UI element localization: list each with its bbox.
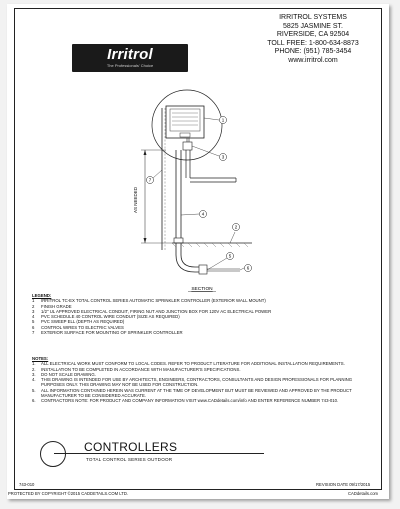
company-website[interactable]: www.irritrol.com: [288, 56, 338, 64]
legend-item: 7 EXTERIOR SURFACE FOR MOUNTING OF SPRINKLER CONTROLLER: [32, 330, 183, 336]
note-item: 6. CONTRACTORS NOTE: FOR PRODUCT AND COMPANY INFORMATION VISIT www.CADdetails.com/info AND ENTER REFERENCE NUMBER 743-010.: [32, 398, 339, 404]
drawing-title: CONTROLLERS: [84, 440, 178, 454]
legend-item: 6 CONTROL WIRES TO ELECTRIC VALVES: [32, 324, 124, 330]
revision-date: REVISION DATE 09/17/2015: [316, 482, 371, 487]
logo-tagline: The Professionals' Choice: [106, 63, 154, 68]
notes-header: NOTES:: [32, 356, 49, 361]
legend-header: LEGEND:: [32, 293, 52, 298]
sweep-ell: [176, 255, 200, 272]
note-item: 3. DO NOT SCALE DRAWING.: [32, 371, 96, 377]
company-name: IRRITROL SYSTEMS: [279, 14, 347, 21]
copyright-notice: PROTECTED BY COPYRIGHT ©2015 CADDETAILS.COM LTD.: [8, 491, 129, 496]
legend-item: 2 FINISH GRADE: [32, 303, 72, 309]
note-item: 5. ALL INFORMATION CONTAINED HEREIN WAS CURRENT AT THE TIME OF DEVELOPMENT BUT MUST BE REVIEWED AND APPROVED BY THE PRODUCT MANUFACTURER TO BE CONSIDERED ACCURATE.: [32, 387, 352, 399]
company-street: 5825 JASMINE ST.: [283, 22, 343, 30]
company-tollfree: TOLL FREE: 1-800-634-8873: [267, 39, 359, 47]
legend: [32, 293, 372, 335]
legend-item: 1 IRRITROL TC-EX TOTAL CONTROL SERIES AUTOMATIC SPRINKLER CONTROLLER (EXTERIOR WALL MOUNT): [32, 298, 266, 304]
callout-3: 3: [221, 154, 225, 160]
logo-brand: Irritrol: [107, 46, 153, 63]
company-city: RIVERSIDE, CA 92504: [276, 31, 350, 39]
note-item: 1. ALL ELECTRICAL WORK MUST CONFORM TO LOCAL CODES. REFER TO PRODUCT LITERATURE FOR ADDITIONAL INSTALLATION REQUIREMENTS.: [32, 361, 345, 367]
note-item: 4. THIS DRAWING IS INTENDED FOR USE BY ARCHITECTS, ENGINEERS, CONTRACTORS, CONSULTANTS AND DESIGN PROFESSIONALS FOR PLANNING PURPOSES ONLY. THIS DRAWING MAY NOT BE USED FOR CONSTRUCTION.: [32, 377, 353, 388]
callout-6: 6: [246, 265, 250, 271]
title-circle-icon: [40, 441, 66, 467]
callout-5: 5: [228, 253, 232, 259]
note-item: 2. INSTALLATION TO BE COMPLETED IN ACCORDANCE WITH MANUFACTURER'S SPECIFICATIONS.: [32, 366, 241, 372]
legend-item: 5 PVC SWEEP ELL (DEPTH AS REQUIRED): [32, 319, 125, 325]
callout-4: 4: [201, 211, 205, 217]
drawing-number: 743-010: [19, 482, 35, 487]
junction-box: [183, 142, 192, 150]
callout-7: 7: [148, 177, 152, 183]
drawing-subtitle: TOTAL CONTROL SERIES OUTDOOR: [86, 457, 173, 462]
section-label: SECTION: [191, 287, 213, 292]
company-phone: PHONE: (951) 785-3454: [274, 48, 352, 56]
caddetails-link[interactable]: CADdetails.com: [348, 491, 379, 496]
height-label: AS NEEDED: [133, 186, 138, 214]
callout-2: 2: [234, 224, 238, 230]
title-block: [32, 431, 372, 479]
legend-item: 3 1/2" UL APPROVED ELECTRICAL CONDUIT, FIRING NUT AND JUNCTION BOX FOR 120V AC ELECTRICAL POWER: [32, 308, 272, 314]
notes: [32, 356, 372, 404]
legend-item: 4 PVC SCHEDULE 40 CONTROL WIRE CONDUIT (SIZE AS REQUIRED): [32, 314, 180, 320]
callout-1: 1: [221, 117, 225, 123]
